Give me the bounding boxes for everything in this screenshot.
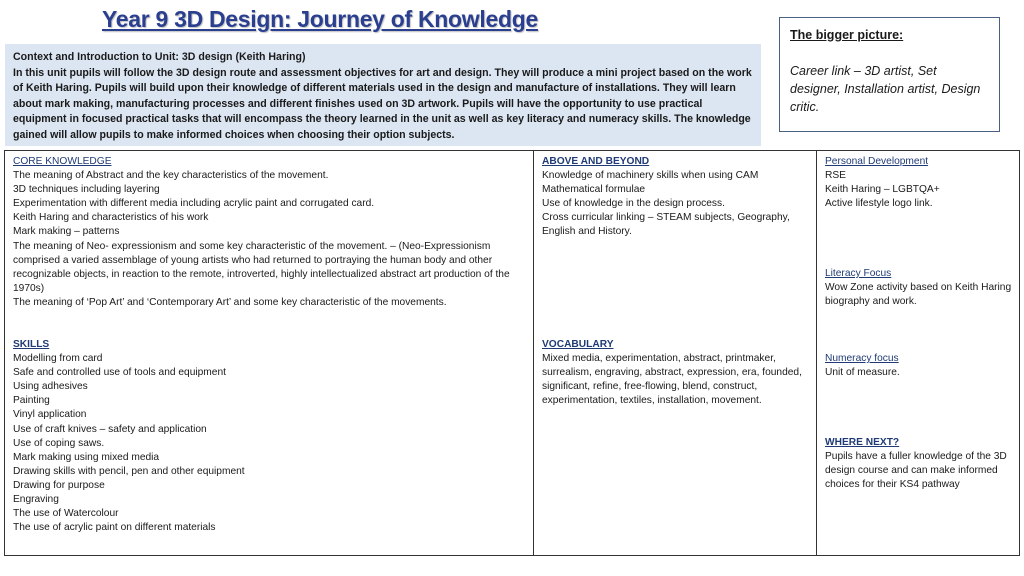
- literacy-text: Wow Zone activity based on Keith Haring biography and work.: [825, 282, 1012, 308]
- literacy-section: [825, 267, 1013, 309]
- above-beyond-heading: ABOVE AND BEYOND: [542, 156, 650, 167]
- core-knowledge-heading: CORE KNOWLEDGE: [13, 156, 112, 167]
- list-item: Use of craft knives – safety and application: [13, 423, 207, 435]
- context-box: [5, 44, 761, 146]
- numeracy-text: Unit of measure.: [825, 367, 900, 379]
- numeracy-section: [825, 352, 1013, 380]
- literacy-heading: Literacy Focus: [825, 268, 892, 279]
- bigger-picture-text: Career link – 3D artist, Set designer, Installation artist, Design critic.: [790, 64, 981, 114]
- list-item: Use of knowledge in the design process.: [542, 198, 725, 210]
- list-item: Active lifestyle logo link.: [825, 198, 933, 210]
- where-next-section: [825, 436, 1013, 492]
- list-item: Engraving: [13, 494, 59, 506]
- list-item: The meaning of ‘Pop Art’ and ‘Contemporary Art’ and some key characteristic of the movements.: [13, 296, 447, 308]
- list-item: The use of Watercolour: [13, 508, 119, 520]
- context-body: In this unit pupils will follow the 3D design route and assessment objectives for art and design. They will produce a mini project based on the work of Keith Haring. Pupils will build upon their knowledge of different materials used in the design and manufacture of installations. They will learn about mark making, manufacturing processes and different finishes used on 3D artwork. Pupils will have the opportunity to use practical equipment in focused practical tasks that will encompass the theory learned in the unit as well as key literacy and numeracy skills. The knowledge gained will allow pupils to make informed choices when choosing their option subjects.: [13, 66, 752, 141]
- list-item: Mark making using mixed media: [13, 451, 160, 463]
- bigger-picture-box: [779, 17, 1000, 132]
- list-item: RSE: [825, 170, 846, 182]
- bigger-picture-heading: The bigger picture:: [790, 28, 904, 42]
- skills-heading: SKILLS: [13, 339, 50, 350]
- list-item: Painting: [13, 395, 50, 407]
- list-item: Mark making – patterns: [13, 226, 120, 238]
- list-item: Modelling from card: [13, 353, 103, 365]
- list-item: Vinyl application: [13, 409, 87, 421]
- list-item: Keith Haring – LGBTQA+: [825, 184, 940, 196]
- column-core: [5, 151, 533, 555]
- numeracy-heading: Numeracy focus: [825, 353, 899, 364]
- vocabulary-heading: VOCABULARY: [542, 339, 614, 350]
- list-item: The meaning of Abstract and the key characteristics of the movement.: [13, 170, 329, 182]
- list-item: Experimentation with different media including acrylic paint and corrugated card.: [13, 198, 375, 210]
- above-beyond-section: [542, 155, 810, 240]
- list-item: Keith Haring and characteristics of his work: [13, 212, 209, 224]
- core-knowledge-section: [13, 155, 527, 310]
- column-above-beyond: [533, 151, 816, 555]
- vocabulary-text: Mixed media, experimentation, abstract, printmaker, surrealism, engraving, abstract, expression, era, founded, significant, refine, free-flowing, blend, construct, experimentation, textiles, installation, movement.: [542, 353, 802, 407]
- list-item: Drawing for purpose: [13, 479, 105, 491]
- list-item: 3D techniques including layering: [13, 184, 160, 196]
- list-item: The meaning of Neo- expressionism and some key characteristic of the movement. – (Neo-Expressionism comprised a varied assemblage of young artists who had returned to portraying the human body and other recognizable objects, in reaction to the remote, introverted, highly intellectualized abstract art production of the 1970s): [13, 240, 510, 294]
- list-item: Safe and controlled use of tools and equipment: [13, 367, 226, 379]
- list-item: Mathematical formulae: [542, 184, 646, 196]
- vocabulary-section: [542, 338, 810, 408]
- knowledge-grid: [4, 150, 1020, 556]
- personal-development-heading: Personal Development: [825, 156, 929, 167]
- where-next-text: Pupils have a fuller knowledge of the 3D design course and can make informed choices for their KS4 pathway: [825, 451, 1007, 491]
- personal-development-section: [825, 155, 1013, 211]
- column-development: [816, 151, 1019, 555]
- list-item: The use of acrylic paint on different materials: [13, 522, 216, 534]
- page-title: Year 9 3D Design: Journey of Knowledge: [102, 6, 538, 32]
- list-item: Using adhesives: [13, 381, 88, 393]
- context-heading: Context and Introduction to Unit: 3D design (Keith Haring): [13, 51, 306, 63]
- list-item: Cross curricular linking – STEAM subjects, Geography, English and History.: [542, 212, 790, 238]
- skills-section: [13, 338, 527, 535]
- list-item: Use of coping saws.: [13, 437, 105, 449]
- where-next-heading: WHERE NEXT?: [825, 437, 900, 448]
- list-item: Drawing skills with pencil, pen and other equipment: [13, 465, 245, 477]
- list-item: Knowledge of machinery skills when using CAM: [542, 170, 759, 182]
